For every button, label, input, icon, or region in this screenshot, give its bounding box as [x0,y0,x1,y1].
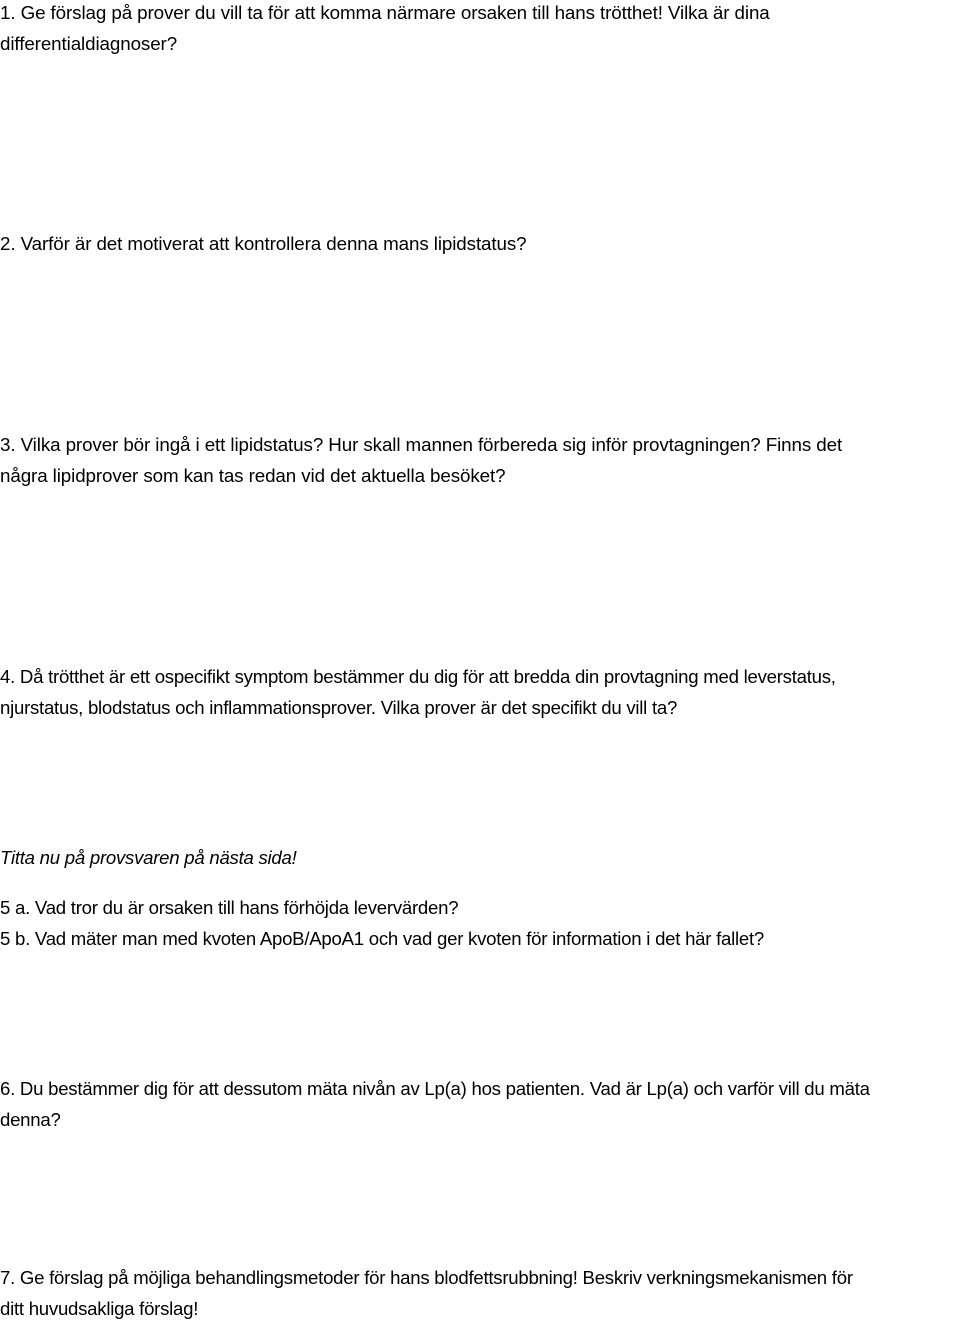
question-3-line-2: några lipidprover som kan tas redan vid det aktuella besöket? [0,465,506,486]
question-7 [0,1262,960,1324]
question-3 [0,429,960,491]
instruction-next-page [0,842,960,873]
question-7-line-1: 7. Ge förslag på möjliga behandlingsmetoder för hans blodfettsrubbning! Beskriv verkningsmekanismen för [0,1267,853,1288]
question-6-line-1: 6. Du bestämmer dig för att dessutom mäta nivån av Lp(a) hos patienten. Vad är Lp(a) och varför vill du mäta [0,1078,870,1099]
instruction-line: Titta nu på provsvaren på nästa sida! [0,847,297,868]
question-6-line-2: denna? [0,1109,61,1130]
question-2-line-1: 2. Varför är det motiverat att kontrollera denna mans lipidstatus? [0,233,527,254]
question-7-line-2: ditt huvudsakliga förslag! [0,1298,199,1319]
question-6 [0,1073,960,1135]
question-4 [0,661,960,723]
question-3-line-1: 3. Vilka prover bör ingå i ett lipidstatus? Hur skall mannen förbereda sig inför provtagningen? Finns det [0,434,843,455]
question-5b [0,923,960,954]
question-1-line-2: differentialdiagnoser? [0,33,178,54]
question-5a [0,892,960,923]
question-1 [0,0,960,59]
question-1-line-1: 1. Ge förslag på prover du vill ta för att komma närmare orsaken till hans trötthet! Vilka är dina [0,2,770,23]
question-4-line-1: 4. Då trötthet är ett ospecifikt symptom bestämmer du dig för att bredda din provtagning med leverstatus, [0,666,836,687]
question-5b-line-1: 5 b. Vad mäter man med kvoten ApoB/ApoA1 och vad ger kvoten för information i det här fallet? [0,928,764,949]
question-4-line-2: njurstatus, blodstatus och inflammationsprover. Vilka prover är det specifikt du vill ta? [0,697,678,718]
question-2 [0,228,960,259]
question-5a-line-1: 5 a. Vad tror du är orsaken till hans förhöjda levervärden? [0,897,459,918]
